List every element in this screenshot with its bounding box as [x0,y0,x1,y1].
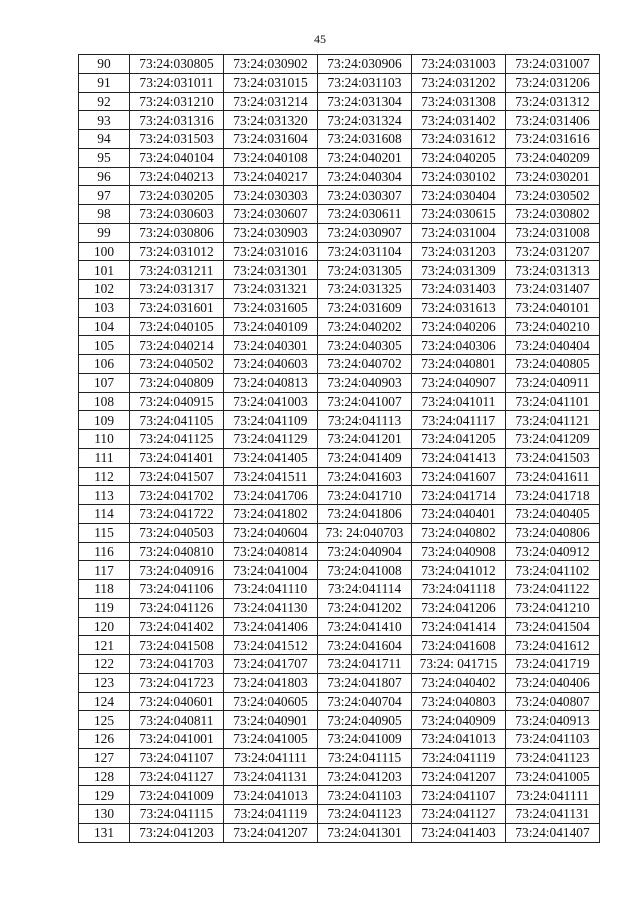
row-number-cell: 128 [79,767,130,786]
row-number-cell: 116 [79,542,130,561]
table-row [79,748,600,767]
cadastral-code-cell: 73:24:030902 [224,55,318,74]
cadastral-code-cell: 73:24:041803 [224,673,318,692]
cadastral-code-cell: 73:24:040104 [130,148,224,167]
table-row [79,261,600,280]
cadastral-code-cell: 73:24:040217 [224,167,318,186]
cadastral-code-cell: 73:24:041401 [130,448,224,467]
cadastral-code-cell: 73:24:041507 [130,467,224,486]
cadastral-code-cell: 73:24:040210 [506,317,600,336]
cadastral-code-cell: 73:24:040202 [318,317,412,336]
cadastral-code-cell: 73:24:030903 [224,223,318,242]
table-row [79,655,600,674]
table-row [79,355,600,374]
cadastral-code-cell: 73:24:040807 [506,692,600,711]
cadastral-code-cell: 73:24:030201 [506,167,600,186]
row-number-cell: 102 [79,280,130,299]
cadastral-code-cell: 73:24: 041715 [412,655,506,674]
cadastral-code-cell: 73:24:040405 [506,505,600,524]
cadastral-code-cell: 73:24:040909 [412,711,506,730]
cadastral-code-cell: 73:24:040811 [130,711,224,730]
table-row [79,505,600,524]
cadastral-code-cell: 73:24:041706 [224,486,318,505]
cadastral-code-cell: 73:24:040605 [224,692,318,711]
cadastral-code-cell: 73:24:040214 [130,336,224,355]
row-number-cell: 112 [79,467,130,486]
cadastral-code-cell: 73:24:041202 [318,598,412,617]
cadastral-code-cell: 73:24:041103 [318,786,412,805]
table-row [79,336,600,355]
cadastral-code-cell: 73:24:041001 [130,730,224,749]
table-body [79,55,600,843]
table-row [79,617,600,636]
cadastral-code-cell: 73:24:041004 [224,561,318,580]
cadastral-code-cell: 73:24:040406 [506,673,600,692]
cadastral-code-cell: 73:24:040907 [412,373,506,392]
row-number-cell: 109 [79,411,130,430]
cadastral-code-cell: 73:24:040802 [412,523,506,542]
cadastral-code-cell: 73:24:031015 [224,73,318,92]
cadastral-code-cell: 73:24:041806 [318,505,412,524]
cadastral-code-cell: 73:24:040916 [130,561,224,580]
cadastral-code-cell: 73:24:040702 [318,355,412,374]
cadastral-code-cell: 73:24:040805 [506,355,600,374]
table-row [79,280,600,299]
cadastral-code-cell: 73:24:041106 [130,580,224,599]
cadastral-code-cell: 73:24:041612 [506,636,600,655]
cadastral-code-cell: 73: 24:040703 [318,523,412,542]
cadastral-code-cell: 73:24:040206 [412,317,506,336]
cadastral-code-cell: 73:24:030404 [412,186,506,205]
cadastral-code-cell: 73:24:031012 [130,242,224,261]
cadastral-code-cell: 73:24:040901 [224,711,318,730]
cadastral-code-cell: 73:24:040806 [506,523,600,542]
row-number-cell: 90 [79,55,130,74]
table-row [79,805,600,824]
row-number-cell: 98 [79,205,130,224]
cadastral-code-cell: 73:24:031605 [224,298,318,317]
row-number-cell: 94 [79,130,130,149]
cadastral-code-cell: 73:24:041203 [130,823,224,842]
cadastral-code-cell: 73:24:041723 [130,673,224,692]
cadastral-code-cell: 73:24:040603 [224,355,318,374]
cadastral-code-cell: 73:24:041111 [224,748,318,767]
cadastral-code-cell: 73:24:041119 [224,805,318,824]
cadastral-code-cell: 73:24:040201 [318,148,412,167]
cadastral-code-cell: 73:24:040101 [506,298,600,317]
cadastral-code-cell: 73:24:040213 [130,167,224,186]
cadastral-code-cell: 73:24:041504 [506,617,600,636]
table-row [79,186,600,205]
cadastral-code-cell: 73:24:041123 [318,805,412,824]
table-row [79,317,600,336]
cadastral-code-cell: 73:24:040903 [318,373,412,392]
cadastral-code-cell: 73:24:040401 [412,505,506,524]
row-number-cell: 97 [79,186,130,205]
cadastral-code-cell: 73:24:031313 [506,261,600,280]
cadastral-code-cell: 73:24:040911 [506,373,600,392]
cadastral-code-cell: 73:24:031214 [224,92,318,111]
cadastral-code-cell: 73:24:031016 [224,242,318,261]
table-row [79,92,600,111]
table-row [79,542,600,561]
cadastral-code-cell: 73:24:040905 [318,711,412,730]
cadastral-code-cell: 73:24:040502 [130,355,224,374]
cadastral-code-cell: 73:24:041206 [412,598,506,617]
row-number-cell: 111 [79,448,130,467]
cadastral-code-cell: 73:24:041127 [412,805,506,824]
row-number-cell: 103 [79,298,130,317]
table-row [79,823,600,842]
cadastral-code-cell: 73:24:040404 [506,336,600,355]
cadastral-code-cell: 73:24:041410 [318,617,412,636]
cadastral-code-cell: 73:24:031104 [318,242,412,261]
cadastral-code-cell: 73:24:041119 [412,748,506,767]
cadastral-code-cell: 73:24:031616 [506,130,600,149]
row-number-cell: 121 [79,636,130,655]
cadastral-code-cell: 73:24:041121 [506,411,600,430]
cadastral-code-cell: 73:24:041607 [412,467,506,486]
cadastral-code-cell: 73:24:040601 [130,692,224,711]
cadastral-code-cell: 73:24:041013 [224,786,318,805]
cadastral-code-cell: 73:24:041103 [506,730,600,749]
cadastral-code-cell: 73:24:040810 [130,542,224,561]
cadastral-code-cell: 73:24:031601 [130,298,224,317]
cadastral-code-cell: 73:24:040105 [130,317,224,336]
cadastral-code-cell: 73:24:041127 [130,767,224,786]
cadastral-code-cell: 73:24:041114 [318,580,412,599]
row-number-cell: 95 [79,148,130,167]
cadastral-code-cell: 73:24:040205 [412,148,506,167]
cadastral-code-cell: 73:24:031321 [224,280,318,299]
cadastral-code-cell: 73:24:041101 [506,392,600,411]
cadastral-code-cell: 73:24:031612 [412,130,506,149]
cadastral-code-cell: 73:24:041013 [412,730,506,749]
table-row [79,486,600,505]
cadastral-code-cell: 73:24:031608 [318,130,412,149]
row-number-cell: 126 [79,730,130,749]
cadastral-code-cell: 73:24:031312 [506,92,600,111]
row-number-cell: 93 [79,111,130,130]
table-row [79,786,600,805]
cadastral-code-cell: 73:24:041718 [506,486,600,505]
cadastral-code-cell: 73:24:030907 [318,223,412,242]
table-row [79,223,600,242]
table-row [79,523,600,542]
cadastral-code-cell: 73:24:041009 [318,730,412,749]
cadastral-code-cell: 73:24:041102 [506,561,600,580]
cadastral-code-cell: 73:24:041403 [412,823,506,842]
row-number-cell: 117 [79,561,130,580]
cadastral-code-cell: 73:24:041012 [412,561,506,580]
row-number-cell: 113 [79,486,130,505]
cadastral-code-cell: 73:24:041405 [224,448,318,467]
cadastral-code-cell: 73:24:031324 [318,111,412,130]
row-number-cell: 114 [79,505,130,524]
cadastral-code-cell: 73:24:031613 [412,298,506,317]
cadastral-code-cell: 73:24:040109 [224,317,318,336]
cadastral-code-cell: 73:24:041207 [224,823,318,842]
table-row [79,636,600,655]
table-row [79,205,600,224]
cadastral-code-cell: 73:24:031604 [224,130,318,149]
row-number-cell: 120 [79,617,130,636]
cadastral-code-cell: 73:24:031206 [506,73,600,92]
cadastral-code-cell: 73:24:041710 [318,486,412,505]
cadastral-code-cell: 73:24:041703 [130,655,224,674]
cadastral-code-cell: 73:24:040304 [318,167,412,186]
cadastral-code-cell: 73:24:041209 [506,430,600,449]
cadastral-code-cell: 73:24:041107 [130,748,224,767]
cadastral-code-cell: 73:24:030502 [506,186,600,205]
cadastral-code-cell: 73:24:041122 [506,580,600,599]
cadastral-code-cell: 73:24:041719 [506,655,600,674]
cadastral-code-cell: 73:24:041105 [130,411,224,430]
row-number-cell: 92 [79,92,130,111]
row-number-cell: 129 [79,786,130,805]
cadastral-code-cell: 73:24:041205 [412,430,506,449]
cadastral-code-cell: 73:24:041003 [224,392,318,411]
cadastral-code-cell: 73:24:031207 [506,242,600,261]
cadastral-code-cell: 73:24:041110 [224,580,318,599]
cadastral-code-cell: 73:24:040908 [412,542,506,561]
cadastral-code-cell: 73:24:040803 [412,692,506,711]
cadastral-code-cell: 73:24:041413 [412,448,506,467]
cadastral-code-cell: 73:24:040503 [130,523,224,542]
cadastral-code-cell: 73:24:030205 [130,186,224,205]
cadastral-code-cell: 73:24:031320 [224,111,318,130]
row-number-cell: 123 [79,673,130,692]
table-row [79,411,600,430]
cadastral-code-cell: 73:24:040813 [224,373,318,392]
cadastral-code-cell: 73:24:041118 [412,580,506,599]
cadastral-code-cell: 73:24:031008 [506,223,600,242]
cadastral-code-cell: 73:24:031011 [130,73,224,92]
cadastral-code-cell: 73:24:030802 [506,205,600,224]
row-number-cell: 106 [79,355,130,374]
cadastral-code-cell: 73:24:041009 [130,786,224,805]
cadastral-code-cell: 73:24:030611 [318,205,412,224]
cadastral-code-cell: 73:24:041608 [412,636,506,655]
cadastral-code-cell: 73:24:040301 [224,336,318,355]
cadastral-code-cell: 73:24:041511 [224,467,318,486]
row-number-cell: 124 [79,692,130,711]
cadastral-code-cell: 73:24:041011 [412,392,506,411]
table-row [79,673,600,692]
table-row [79,430,600,449]
row-number-cell: 105 [79,336,130,355]
cadastral-code-cell: 73:24:040306 [412,336,506,355]
cadastral-code-cell: 73:24:030303 [224,186,318,205]
table-row [79,298,600,317]
row-number-cell: 122 [79,655,130,674]
cadastral-code-cell: 73:24:031103 [318,73,412,92]
cadastral-code-cell: 73:24:040305 [318,336,412,355]
cadastral-code-cell: 73:24:041406 [224,617,318,636]
row-number-cell: 99 [79,223,130,242]
cadastral-code-cell: 73:24:041115 [318,748,412,767]
cadastral-code-cell: 73:24:031003 [412,55,506,74]
cadastral-code-cell: 73:24:041201 [318,430,412,449]
cadastral-code-cell: 73:24:030805 [130,55,224,74]
cadastral-code-cell: 73:24:041301 [318,823,412,842]
cadastral-code-cell: 73:24:041707 [224,655,318,674]
row-number-cell: 127 [79,748,130,767]
table-row [79,692,600,711]
cadastral-number-table [78,54,600,843]
cadastral-code-cell: 73:24:040209 [506,148,600,167]
table-row [79,167,600,186]
cadastral-code-cell: 73:24:031203 [412,242,506,261]
cadastral-code-cell: 73:24:040912 [506,542,600,561]
cadastral-code-cell: 73:24:030603 [130,205,224,224]
cadastral-code-cell: 73:24:030102 [412,167,506,186]
cadastral-code-cell: 73:24:030615 [412,205,506,224]
cadastral-code-cell: 73:24:031301 [224,261,318,280]
table-row [79,373,600,392]
table-row [79,730,600,749]
table-row [79,767,600,786]
cadastral-code-cell: 73:24:041409 [318,448,412,467]
table-row [79,561,600,580]
row-number-cell: 91 [79,73,130,92]
table-row [79,111,600,130]
table-row [79,242,600,261]
cadastral-code-cell: 73:24:031202 [412,73,506,92]
cadastral-code-cell: 73:24:031325 [318,280,412,299]
cadastral-code-cell: 73:24:040108 [224,148,318,167]
table-row [79,392,600,411]
row-number-cell: 125 [79,711,130,730]
cadastral-code-cell: 73:24:041117 [412,411,506,430]
cadastral-code-cell: 73:24:041603 [318,467,412,486]
cadastral-code-cell: 73:24:031403 [412,280,506,299]
cadastral-code-cell: 73:24:041107 [412,786,506,805]
row-number-cell: 108 [79,392,130,411]
cadastral-code-cell: 73:24:030607 [224,205,318,224]
cadastral-code-cell: 73:24:040801 [412,355,506,374]
cadastral-code-cell: 73:24:041126 [130,598,224,617]
table-row [79,580,600,599]
table-row [79,148,600,167]
cadastral-code-cell: 73:24:041407 [506,823,600,842]
cadastral-code-cell: 73:24:041125 [130,430,224,449]
cadastral-code-cell: 73:24:041130 [224,598,318,617]
table-row [79,711,600,730]
cadastral-code-cell: 73:24:041702 [130,486,224,505]
table-row [79,73,600,92]
cadastral-code-cell: 73:24:041109 [224,411,318,430]
row-number-cell: 130 [79,805,130,824]
cadastral-code-cell: 73:24:031308 [412,92,506,111]
row-number-cell: 131 [79,823,130,842]
cadastral-code-cell: 73:24:031304 [318,92,412,111]
cadastral-code-cell: 73:24:041207 [412,767,506,786]
cadastral-code-cell: 73:24:041802 [224,505,318,524]
cadastral-code-cell: 73:24:040402 [412,673,506,692]
cadastral-code-cell: 73:24:031402 [412,111,506,130]
cadastral-code-cell: 73:24:040913 [506,711,600,730]
page-number: 45 [314,32,326,46]
row-number-cell: 110 [79,430,130,449]
row-number-cell: 119 [79,598,130,617]
row-number-cell: 115 [79,523,130,542]
row-number-cell: 107 [79,373,130,392]
cadastral-code-cell: 73:24:041111 [506,786,600,805]
row-number-cell: 96 [79,167,130,186]
cadastral-code-cell: 73:24:031316 [130,111,224,130]
table-row [79,448,600,467]
cadastral-code-cell: 73:24:031406 [506,111,600,130]
cadastral-code-cell: 73:24:041512 [224,636,318,655]
cadastral-code-cell: 73:24:031004 [412,223,506,242]
cadastral-code-cell: 73:24:031309 [412,261,506,280]
cadastral-code-cell: 73:24:041131 [224,767,318,786]
cadastral-code-cell: 73:24:041722 [130,505,224,524]
cadastral-code-cell: 73:24:040904 [318,542,412,561]
cadastral-code-cell: 73:24:041005 [224,730,318,749]
cadastral-code-cell: 73:24:031609 [318,298,412,317]
row-number-cell: 104 [79,317,130,336]
table-row [79,467,600,486]
cadastral-code-cell: 73:24:041123 [506,748,600,767]
cadastral-code-cell: 73:24:030806 [130,223,224,242]
table-row [79,598,600,617]
cadastral-code-cell: 73:24:031211 [130,261,224,280]
cadastral-code-cell: 73:24:041113 [318,411,412,430]
cadastral-code-cell: 73:24:041503 [506,448,600,467]
cadastral-code-cell: 73:24:031317 [130,280,224,299]
cadastral-code-cell: 73:24:031407 [506,280,600,299]
cadastral-code-cell: 73:24:040704 [318,692,412,711]
table-row [79,55,600,74]
cadastral-code-cell: 73:24:041714 [412,486,506,505]
cadastral-code-cell: 73:24:030307 [318,186,412,205]
cadastral-code-cell: 73:24:041807 [318,673,412,692]
cadastral-code-cell: 73:24:031007 [506,55,600,74]
cadastral-code-cell: 73:24:041711 [318,655,412,674]
row-number-cell: 118 [79,580,130,599]
cadastral-code-cell: 73:24:041007 [318,392,412,411]
cadastral-code-cell: 73:24:041203 [318,767,412,786]
cadastral-code-cell: 73:24:041129 [224,430,318,449]
cadastral-code-cell: 73:24:040814 [224,542,318,561]
cadastral-code-cell: 73:24:041008 [318,561,412,580]
cadastral-code-cell: 73:24:031210 [130,92,224,111]
cadastral-code-cell: 73:24:041611 [506,467,600,486]
cadastral-code-cell: 73:24:040604 [224,523,318,542]
table-row [79,130,600,149]
cadastral-code-cell: 73:24:041210 [506,598,600,617]
cadastral-code-cell: 73:24:041414 [412,617,506,636]
cadastral-code-cell: 73:24:040915 [130,392,224,411]
cadastral-code-cell: 73:24:040809 [130,373,224,392]
cadastral-code-cell: 73:24:031503 [130,130,224,149]
row-number-cell: 101 [79,261,130,280]
cadastral-code-cell: 73:24:031305 [318,261,412,280]
cadastral-code-cell: 73:24:030906 [318,55,412,74]
cadastral-code-cell: 73:24:041005 [506,767,600,786]
cadastral-code-cell: 73:24:041604 [318,636,412,655]
cadastral-code-cell: 73:24:041131 [506,805,600,824]
cadastral-code-cell: 73:24:041508 [130,636,224,655]
cadastral-code-cell: 73:24:041402 [130,617,224,636]
row-number-cell: 100 [79,242,130,261]
cadastral-code-cell: 73:24:041115 [130,805,224,824]
